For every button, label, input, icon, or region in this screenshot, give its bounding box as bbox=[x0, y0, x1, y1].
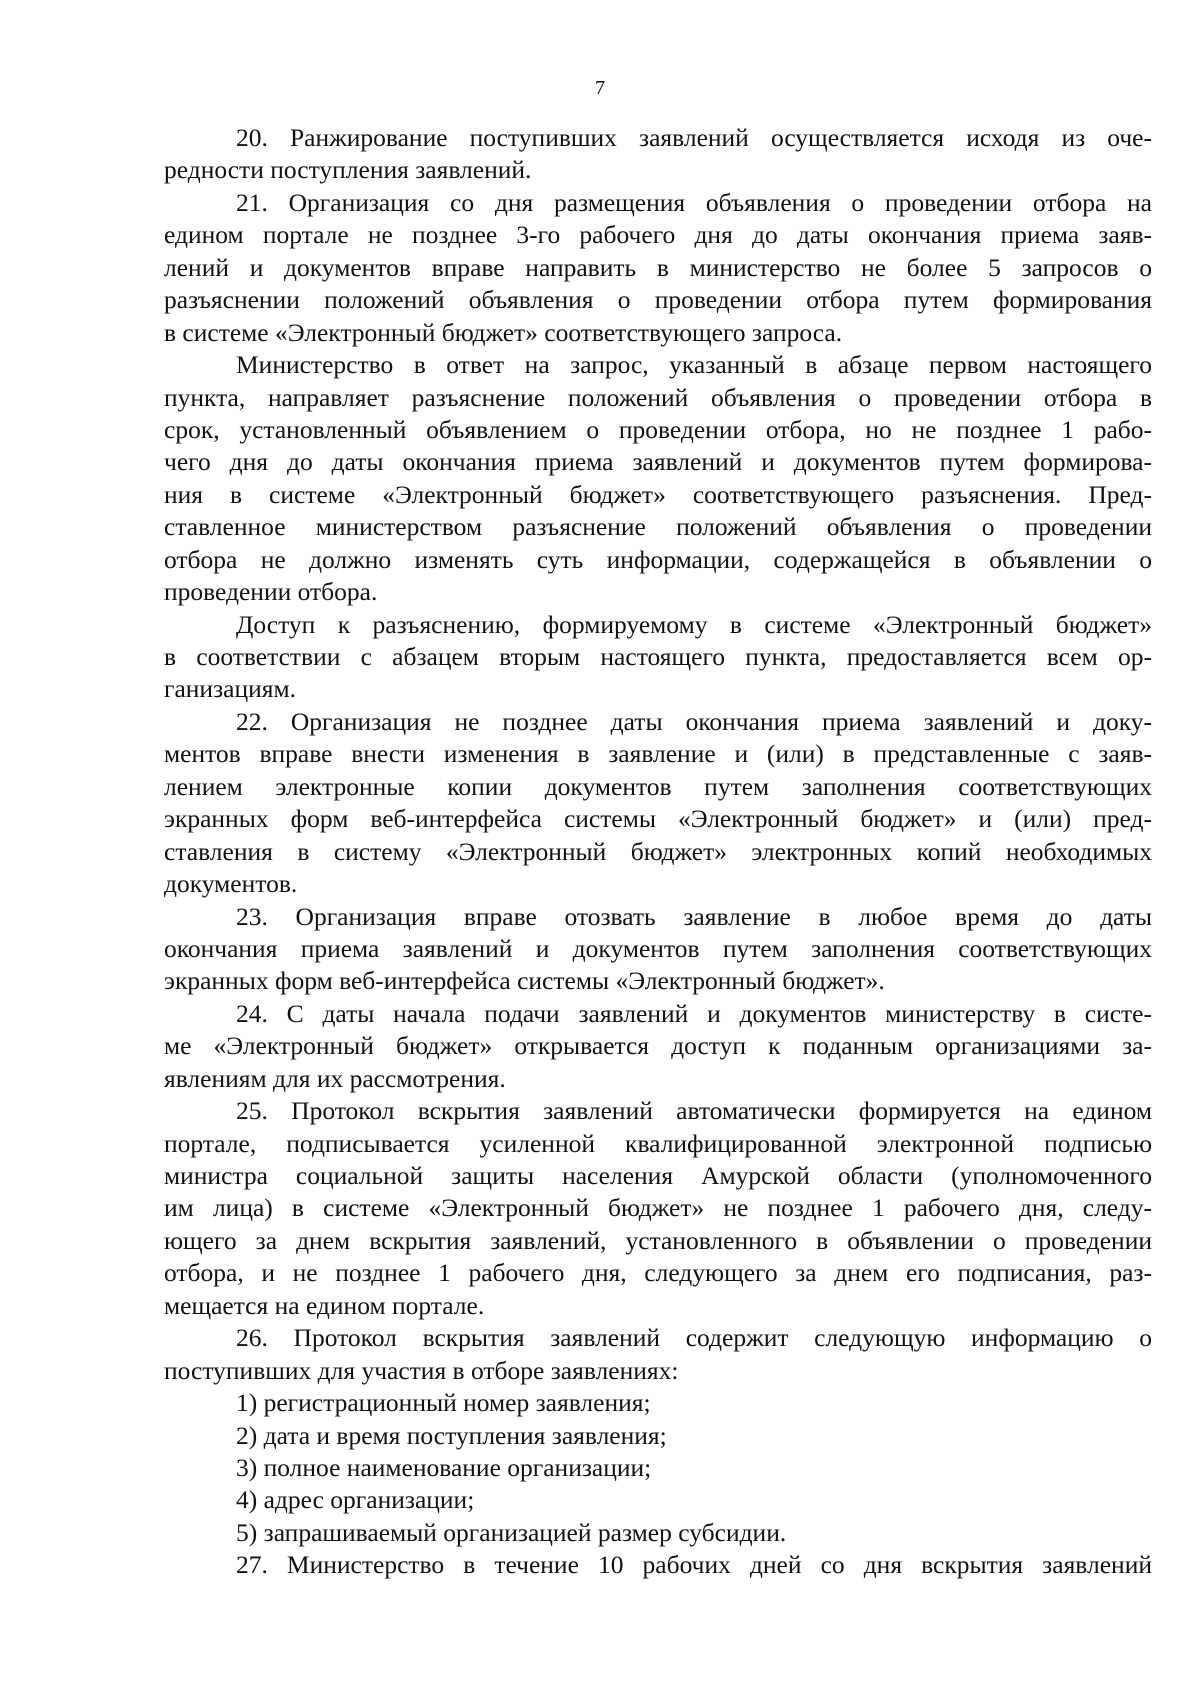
text-line: им лица) в системе «Электронный бюджет» не позднее 1 рабочего дня, следу- bbox=[164, 1193, 1152, 1223]
text-line: экранных форм веб-интерфейса системы «Электронный бюджет» и (или) пред- bbox=[164, 804, 1152, 834]
text-line: 3) полное наименование организации; bbox=[236, 1452, 652, 1482]
text-line: ганизациям. bbox=[164, 674, 296, 704]
text-line: лением электронные копии документов путем заполнения соответствующих bbox=[164, 771, 1152, 801]
text-line: 20. Ранжирование поступивших заявлений осуществляется исходя из оче- bbox=[236, 123, 1152, 152]
text-line: документов. bbox=[164, 869, 298, 899]
text-line: 25. Протокол вскрытия заявлений автоматически формируется на едином bbox=[236, 1096, 1152, 1126]
text-line: срок, установленный объявлением о проведении отбора, но не позднее 1 рабо- bbox=[164, 414, 1152, 444]
text-line: отбора не должно изменять суть информации, содержащейся в объявлении о bbox=[164, 544, 1152, 574]
text-line: портале, подписывается усиленной квалифицированной электронной подписью bbox=[164, 1128, 1152, 1158]
text-line: в соответствии с абзацем вторым настоящего пункта, предоставляется всем ор- bbox=[164, 642, 1152, 671]
text-line: 2) дата и время поступления заявления; bbox=[236, 1420, 667, 1450]
text-line: разъяснении положений объявления о проведении отбора путем формирования bbox=[164, 285, 1152, 315]
text-line: чего дня до даты окончания приема заявлений и документов путем формирова- bbox=[164, 447, 1152, 477]
document-body bbox=[164, 122, 1152, 1582]
text-line: экранных форм веб-интерфейса системы «Электронный бюджет». bbox=[164, 966, 885, 996]
text-line: ме «Электронный бюджет» открывается доступ к поданным организациями за- bbox=[164, 1031, 1152, 1061]
text-line: пункта, направляет разъяснение положений объявления о проведении отбора в bbox=[164, 382, 1152, 412]
text-line: мещается на едином портале. bbox=[164, 1290, 485, 1320]
text-line: едином портале не позднее 3-го рабочего дня до даты окончания приема заяв- bbox=[164, 220, 1152, 250]
text-line: 27. Министерство в течение 10 рабочих дней со дня вскрытия заявлений bbox=[236, 1550, 1152, 1580]
text-line: 4) адрес организации; bbox=[236, 1485, 475, 1515]
text-line: окончания приема заявлений и документов путем заполнения соответствующих bbox=[164, 933, 1152, 963]
text-line: 22. Организация не позднее даты окончания приема заявлений и доку- bbox=[236, 706, 1152, 736]
text-line: 23. Организация вправе отозвать заявление в любое время до даты bbox=[236, 901, 1152, 931]
text-line: редности поступления заявлений. bbox=[164, 155, 532, 185]
text-line: 26. Протокол вскрытия заявлений содержит следующую информацию о bbox=[236, 1323, 1152, 1353]
text-line: 24. С даты начала подачи заявлений и документов министерству в систе- bbox=[236, 998, 1152, 1028]
text-line: министра социальной защиты населения Амурской области (уполномоченного bbox=[164, 1161, 1152, 1190]
text-line: ставленное министерством разъяснение положений объявления о проведении bbox=[164, 512, 1152, 542]
text-line: лений и документов вправе направить в министерство не более 5 запросов о bbox=[164, 252, 1152, 282]
text-line: явлениям для их рассмотрения. bbox=[164, 1063, 506, 1093]
text-line: 21. Организация со дня размещения объявления о проведении отбора на bbox=[236, 187, 1152, 217]
text-line: Министерство в ответ на запрос, указанный в абзаце первом настоящего bbox=[236, 350, 1152, 380]
text-line: 5) запрашиваемый организацией размер субсидии. bbox=[236, 1517, 787, 1547]
text-line: поступивших для участия в отборе заявлениях: bbox=[164, 1355, 679, 1385]
text-line: в системе «Электронный бюджет» соответствующего запроса. bbox=[164, 317, 843, 347]
text-line: ментов вправе внести изменения в заявление и (или) в представленные с заяв- bbox=[164, 739, 1152, 769]
text-line: ставления в систему «Электронный бюджет» электронных копий необходимых bbox=[164, 836, 1152, 866]
text-line: 1) регистрационный номер заявления; bbox=[236, 1388, 651, 1418]
page-number: 7 bbox=[595, 77, 605, 99]
text-line: ния в системе «Электронный бюджет» соответствующего разъяснения. Пред- bbox=[164, 479, 1152, 509]
text-line: ющего за днем вскрытия заявлений, установленного в объявлении о проведении bbox=[164, 1225, 1152, 1255]
text-line: проведении отбора. bbox=[164, 577, 378, 607]
text-line: Доступ к разъяснению, формируемому в системе «Электронный бюджет» bbox=[236, 609, 1152, 639]
text-line: отбора, и не позднее 1 рабочего дня, следующего за днем его подписания, раз- bbox=[164, 1258, 1152, 1288]
